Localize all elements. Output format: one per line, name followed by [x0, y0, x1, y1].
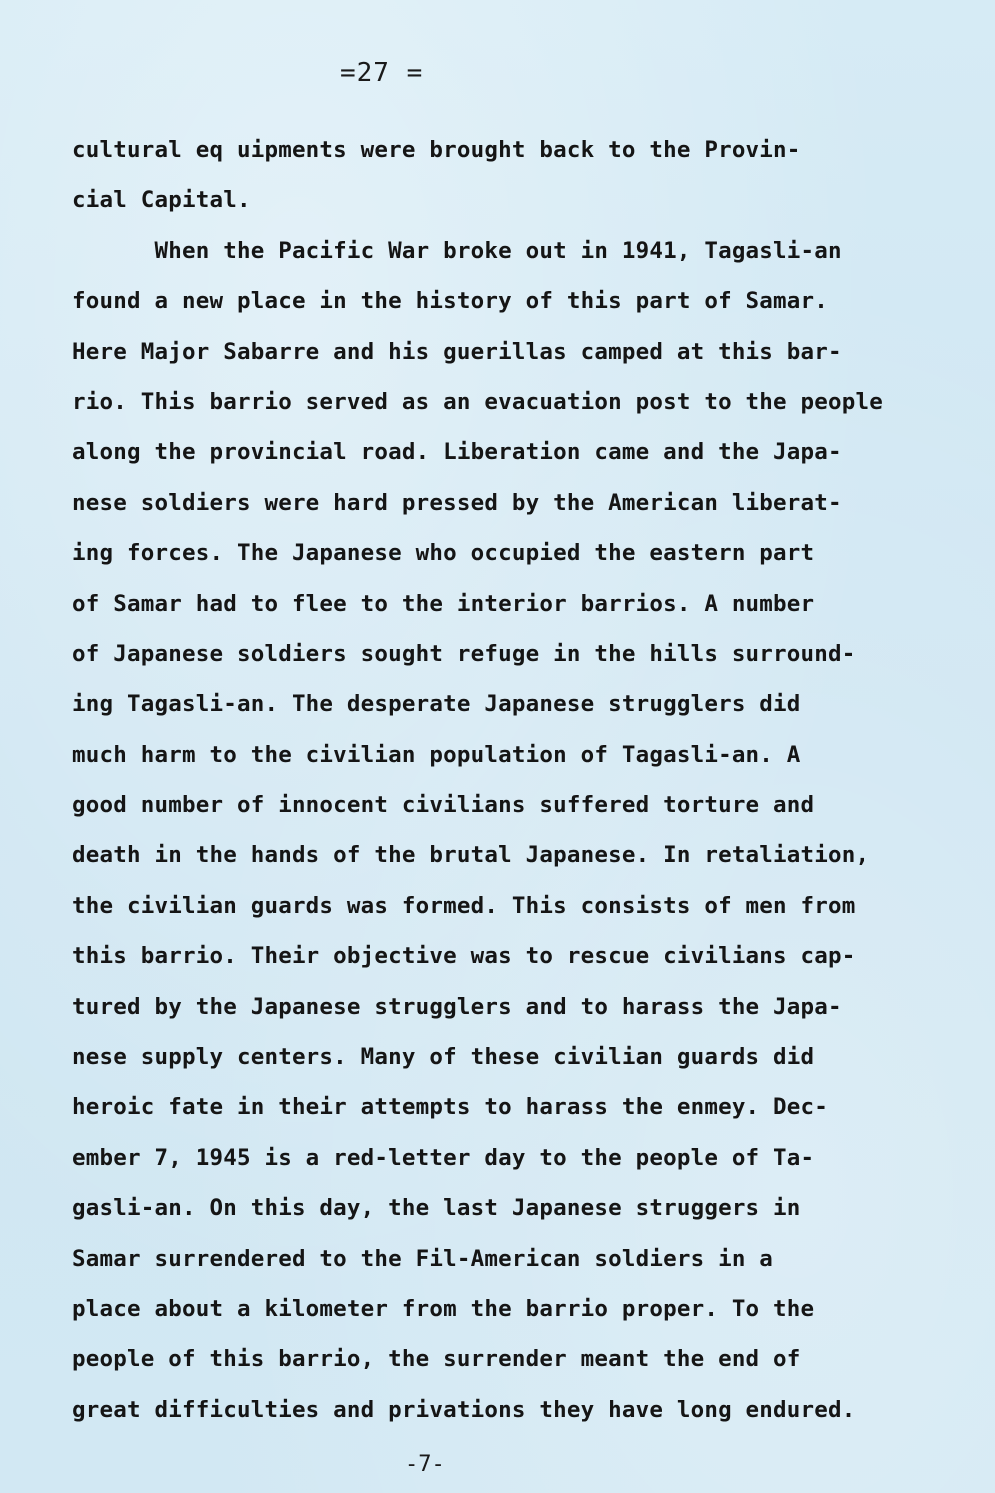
text-line: this barrio. Their objective was to rescue civilians cap- [72, 943, 856, 970]
text-line: ing Tagasli-an. The desperate Japanese strugglers did [72, 691, 801, 718]
text-line: cultural eq uipments were brought back to the Provin- [72, 137, 801, 163]
text-line: nese supply centers. Many of these civilian guards did [72, 1044, 815, 1071]
text-line: much harm to the civilian population of Tagasli-an. A [72, 741, 801, 768]
text-line: people of this barrio, the surrender meant the end of [72, 1346, 801, 1373]
text-line: found a new place in the history of this part of Samar. [72, 288, 829, 315]
text-line: ember 7, 1945 is a red-letter day to the people of Ta- [72, 1144, 815, 1171]
text-line: Samar surrendered to the Fil-American soldiers in a [72, 1245, 774, 1272]
text-line: of Japanese soldiers sought refuge in the hills surround- [72, 640, 856, 667]
text-line: death in the hands of the brutal Japanese. In retaliation, [72, 842, 870, 869]
text-line: place about a kilometer from the barrio proper. To the [72, 1295, 815, 1322]
body-text [72, 125, 982, 1435]
text-line: tured by the Japanese strugglers and to harass the Japa- [72, 993, 842, 1020]
text-line: Here Major Sabarre and his guerillas camped at this bar- [72, 338, 842, 365]
header-page-number: =27 = [340, 58, 424, 88]
text-line: of Samar had to flee to the interior barrios. A number [72, 590, 815, 617]
footer-page-number: -7- [405, 1452, 445, 1477]
text-line: great difficulties and privations they have long endured. [72, 1396, 856, 1423]
text-line: rio. This barrio served as an evacuation post to the people [72, 388, 884, 415]
text-line: cial Capital. [72, 187, 251, 214]
text-line: nese soldiers were hard pressed by the American liberat- [72, 489, 842, 516]
text-line: ing forces. The Japanese who occupied the eastern part [72, 540, 815, 567]
text-line: good number of innocent civilians suffered torture and [72, 792, 815, 819]
text-line: gasli-an. On this day, the last Japanese struggers in [72, 1195, 801, 1222]
text-line: When the Pacific War broke out in 1941, Tagasli-an [72, 237, 842, 264]
text-line: heroic fate in their attempts to harass the enmey. Dec- [72, 1094, 829, 1121]
text-line: the civilian guards was formed. This consists of men from [72, 892, 856, 919]
text-line: along the provincial road. Liberation came and the Japa- [72, 439, 842, 466]
